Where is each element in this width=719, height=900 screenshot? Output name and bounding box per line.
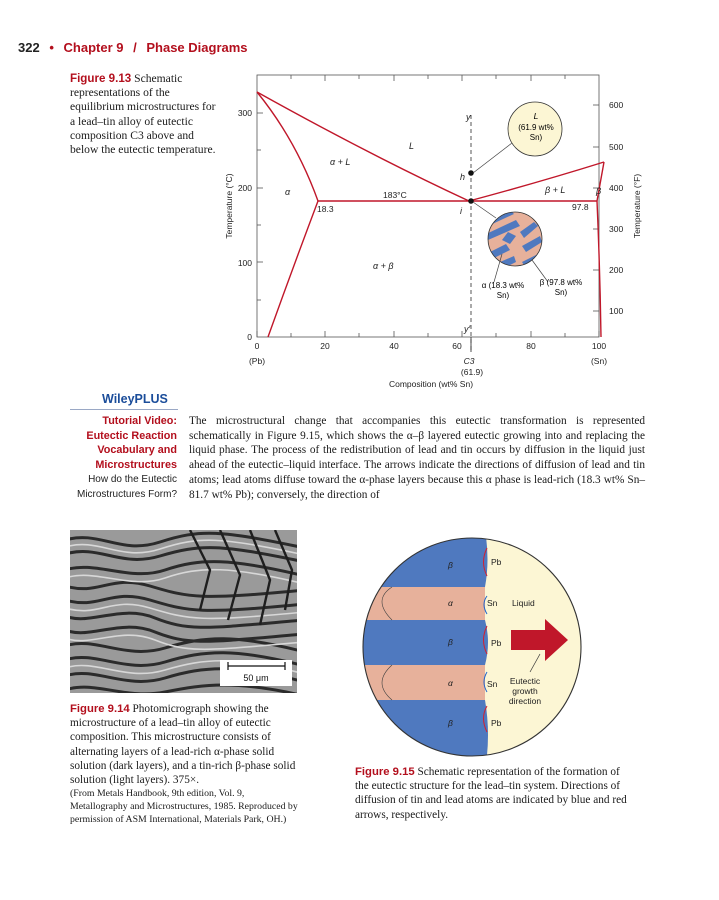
f-tick-300: 300 xyxy=(609,224,624,234)
phase-diagram xyxy=(200,65,660,395)
label-point-y-prime: y′ xyxy=(464,324,471,334)
figure-9-14-label: Figure 9.14 xyxy=(70,703,130,715)
label-point-y: y xyxy=(466,112,471,122)
liquidus-left-line xyxy=(257,92,469,201)
f-tick-200: 200 xyxy=(609,265,624,275)
point-i xyxy=(468,198,474,204)
label-point-i: i xyxy=(460,206,462,216)
label-pb-1: Pb xyxy=(491,557,502,567)
solvus-alpha-line xyxy=(268,201,318,337)
eutectic-beta-comp: 97.8 xyxy=(572,202,589,212)
label-beta-liquid: β + L xyxy=(545,185,566,195)
f-tick-600: 600 xyxy=(609,100,624,110)
liquidus-right-line xyxy=(469,162,604,201)
sidebar-line-1[interactable]: Tutorial Video: xyxy=(102,415,177,427)
f-tick-400: 400 xyxy=(609,183,624,193)
bubble-liquid-comp2: Sn) xyxy=(529,133,543,142)
section-title: Phase Diagrams xyxy=(146,40,248,55)
label-sn-1: Sn xyxy=(487,598,498,608)
label-sn-2: Sn xyxy=(487,679,498,689)
f-tick-500: 500 xyxy=(609,142,624,152)
label-point-h: h xyxy=(460,172,466,182)
y-axis-title-left: Temperature (°C) xyxy=(224,173,234,239)
beta-layer-2 xyxy=(345,620,485,665)
label-alpha-1: α xyxy=(448,598,453,608)
lamellar-texture xyxy=(70,530,297,693)
scale-bar-label: 50 μm xyxy=(243,673,269,683)
point-h xyxy=(468,170,474,176)
sidebar-line-6: Microstructures Form? xyxy=(76,488,177,500)
bubble-liquid-label: L xyxy=(533,111,539,121)
beta-layer-3 xyxy=(345,700,485,767)
solid-leader xyxy=(473,202,496,218)
label-growth-2: growth xyxy=(512,686,538,696)
f-tick-100: 100 xyxy=(609,306,624,316)
x-tick-100: 100 xyxy=(591,341,607,351)
y-tick-300: 300 xyxy=(237,108,252,118)
photomicrograph xyxy=(70,530,297,693)
chapter-title: Chapter 9 xyxy=(63,40,124,55)
y-tick-200: 200 xyxy=(237,183,252,193)
header-divider: / xyxy=(133,40,137,55)
label-growth-3: direction xyxy=(508,696,542,706)
x-tick-60: 60 xyxy=(452,341,462,351)
label-alpha-liquid: α + L xyxy=(330,157,351,167)
figure-9-15-text: Schematic representation of the formation of the eutectic structure for the lead–tin system. Directions of diffusion of tin and lead atoms are indicated by blue and red arrows, respectively. xyxy=(355,766,627,821)
liquid-leader xyxy=(473,143,512,173)
beta-note-line1: β (97.8 wt% xyxy=(539,278,583,287)
beta-layer-1 xyxy=(345,535,485,587)
figure-9-14-caption xyxy=(70,702,302,826)
label-beta-1: β xyxy=(448,560,453,570)
y-tick-0: 0 xyxy=(247,332,252,342)
x-axis-title: Composition (wt% Sn) xyxy=(388,379,474,389)
label-growth-1: Eutectic xyxy=(509,676,541,686)
page-number: 322 xyxy=(18,40,40,55)
figure-9-15-label: Figure 9.15 xyxy=(355,766,415,778)
figure-9-14-text: Photomicrograph showing the microstructure of a lead–tin alloy of eutectic composition. This microstructure consists of alternating layers of a lead-rich α-phase solid solution (dark layers), and a tin-rich β-phase solid solution (light layers). 375×. xyxy=(70,703,296,787)
label-beta-3: β xyxy=(448,718,453,728)
label-alpha: α xyxy=(285,187,291,197)
label-alpha-2: α xyxy=(448,678,453,688)
beta-note-line2: Sn) xyxy=(554,288,568,297)
x-end-label-sn: (Sn) xyxy=(590,356,608,366)
x-tick-80: 80 xyxy=(526,341,536,351)
wileyplus-rule xyxy=(70,409,178,410)
sidebar-line-3[interactable]: Vocabulary and xyxy=(97,444,177,457)
eutectic-solid-bubble xyxy=(486,210,544,268)
label-beta: β xyxy=(596,186,602,196)
alpha-note-line1: α (18.3 wt% xyxy=(481,281,525,290)
c3-value: (61.9) xyxy=(460,367,484,377)
label-pb-2: Pb xyxy=(491,638,502,648)
alpha-layer-1 xyxy=(345,587,485,620)
c3-label: C3 xyxy=(463,356,475,366)
label-liquid: L xyxy=(409,141,415,151)
eutectic-temp-label: 183°C xyxy=(383,190,407,200)
label-pb-3: Pb xyxy=(491,718,502,728)
x-end-label-pb: (Pb) xyxy=(248,356,266,366)
header-bullet: • xyxy=(49,40,54,55)
sidebar-line-4[interactable]: Microstructures xyxy=(95,459,177,472)
eutectic-alpha-comp: 18.3 xyxy=(317,204,334,214)
figure-9-14-source: (From Metals Handbook, 9th edition, Vol. 9, Metallography and Microstructures, 1985. Reproduced by permission of ASM International, Materials Park, OH.) xyxy=(70,788,298,826)
x-tick-0: 0 xyxy=(254,341,260,351)
eutectic-growth-figure xyxy=(345,535,585,767)
x-tick-40: 40 xyxy=(389,341,399,351)
figure-9-13-caption xyxy=(70,72,220,157)
sidebar-line-2[interactable]: Eutectic Reaction xyxy=(86,429,177,442)
bubble-liquid-comp: (61.9 wt% xyxy=(518,123,554,132)
wileyplus-title: WileyPLUS xyxy=(102,392,168,406)
y-axis-title-right: Temperature (°F) xyxy=(632,173,642,239)
y-tick-100: 100 xyxy=(237,258,252,268)
label-liquid: Liquid xyxy=(512,598,535,608)
figure-9-15-caption xyxy=(355,765,627,822)
x-tick-20: 20 xyxy=(320,341,330,351)
alpha-note-line2: Sn) xyxy=(496,291,510,300)
body-paragraph: The microstructural change that accompanies this eutectic transformation is represented schematically in Figure 9.15, which shows the α–β layered eutectic growing into and replacing the liquid phase. The process of the redistribution of lead and tin occurs by diffusion in the liquid just ahead of the eutectic–liquid interface. The arrows indicate the directions of diffusion of lead and tin atoms; lead atoms diffuse toward the α-phase layers because this α phase is lead-rich (18.3 wt% Sn–81.7 wt% Pb); conversely, the direction of xyxy=(189,415,645,501)
running-header xyxy=(18,40,248,55)
sidebar-line-5: How do the Eutectic xyxy=(88,473,177,485)
label-beta-2: β xyxy=(448,637,453,647)
figure-9-13-text: Schematic representations of the equilibrium microstructures for a lead–tin alloy of eutectic composition C3 above and below the eutectic temperature. xyxy=(70,72,216,157)
tutorial-sidebar[interactable] xyxy=(56,414,177,502)
figure-9-13-label: Figure 9.13 xyxy=(70,72,132,85)
label-alpha-beta: α + β xyxy=(373,261,394,271)
